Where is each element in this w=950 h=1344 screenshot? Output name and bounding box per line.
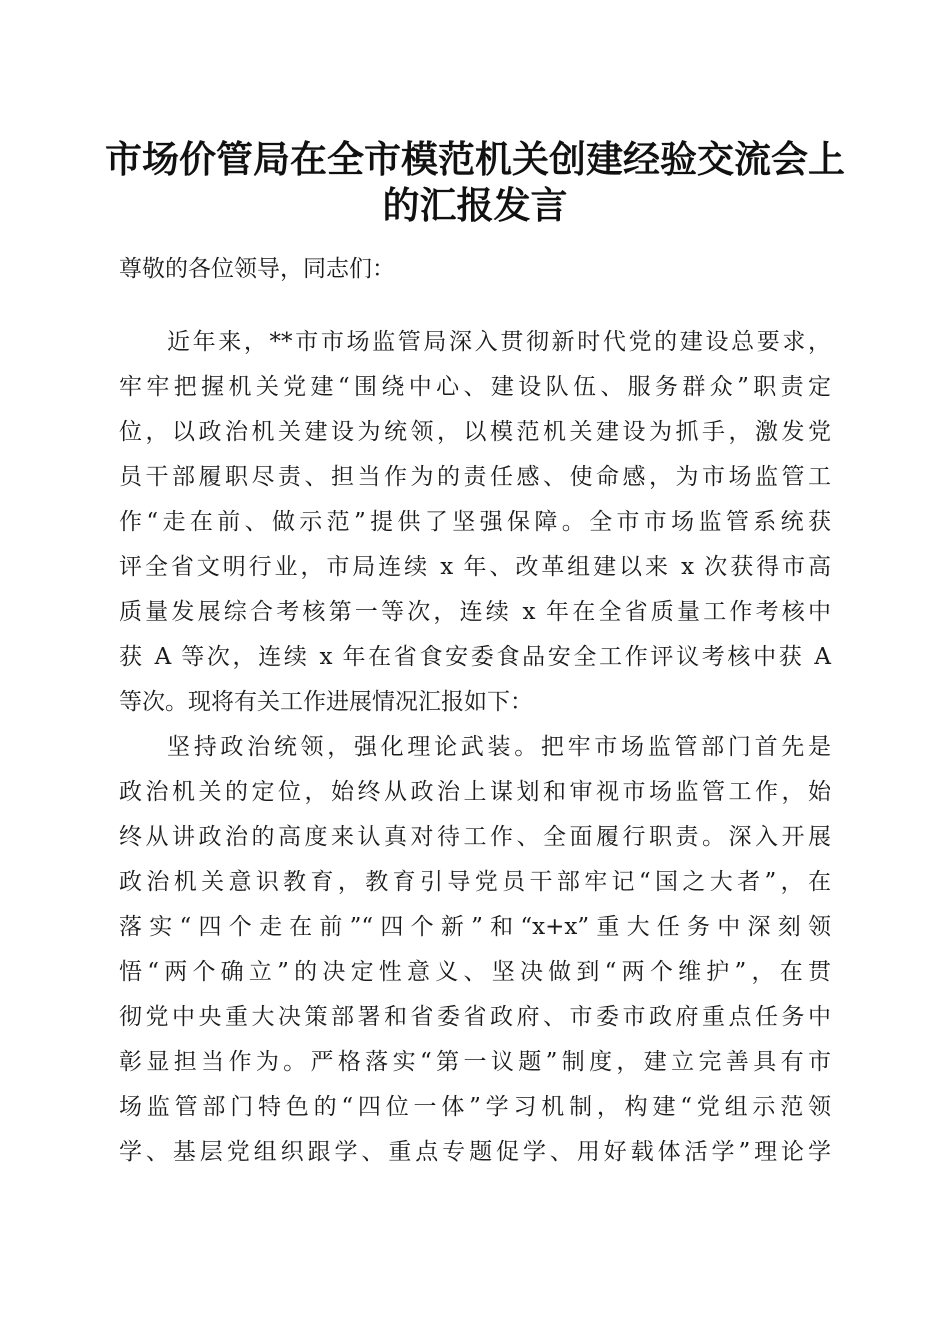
paragraph-2-line: 政治机关的定位，始终从政治上谋划和审视市场监管工作，始	[119, 779, 831, 805]
document-title-line-1: 市场价管局在全市模范机关创建经验交流会上	[105, 137, 845, 181]
document-title-line-2: 的汇报发言	[382, 183, 568, 227]
paragraph-2-line: 场监管部门特色的“四位一体”学习机制，构建“党组示范领	[119, 1094, 831, 1120]
paragraph-2-line: 落实“四个走在前”“四个新”和“x+x”重大任务中深刻领	[119, 914, 831, 940]
paragraph-1-line: 牢牢把握机关党建“围绕中心、建设队伍、服务群众”职责定	[119, 374, 831, 400]
paragraph-2-line: 政治机关意识教育，教育引导党员干部牢记“国之大者”，在	[119, 869, 831, 895]
paragraph-1-line: 员干部履职尽责、担当作为的责任感、使命感，为市场监管工	[119, 464, 831, 490]
paragraph-2-line: 彻党中央重大决策部署和省委省政府、市委市政府重点任务中	[119, 1004, 831, 1030]
paragraph-2-line: 坚持政治统领，强化理论武装。把牢市场监管部门首先是	[167, 734, 831, 760]
paragraph-2-line: 终从讲政治的高度来认真对待工作、全面履行职责。深入开展	[119, 824, 831, 850]
paragraph-1-line: 评全省文明行业，市局连续 x 年、改革组建以来 x 次获得市高	[119, 554, 831, 580]
paragraph-2-line: 学、基层党组织跟学、重点专题促学、用好载体活学”理论学	[119, 1139, 831, 1165]
paragraph-2-line: 彰显担当作为。严格落实“第一议题”制度，建立完善具有市	[119, 1049, 831, 1075]
paragraph-1-line: 获 A 等次，连续 x 年在省食安委食品安全工作评议考核中获 A	[119, 644, 831, 670]
paragraph-1-line: 等次。现将有关工作进展情况汇报如下：	[119, 689, 533, 715]
paragraph-1-line: 近年来，**市市场监管局深入贯彻新时代党的建设总要求，	[167, 329, 831, 355]
paragraph-1-line: 位，以政治机关建设为统领，以模范机关建设为抓手，激发党	[119, 419, 831, 445]
paragraph-1-line: 作“走在前、做示范”提供了坚强保障。全市市场监管系统获	[119, 509, 831, 535]
salutation: 尊敬的各位领导，同志们：	[119, 256, 395, 282]
paragraph-2-line: 悟“两个确立”的决定性意义、坚决做到“两个维护”，在贯	[119, 959, 831, 985]
paragraph-1-line: 质量发展综合考核第一等次，连续 x 年在全省质量工作考核中	[119, 599, 831, 625]
